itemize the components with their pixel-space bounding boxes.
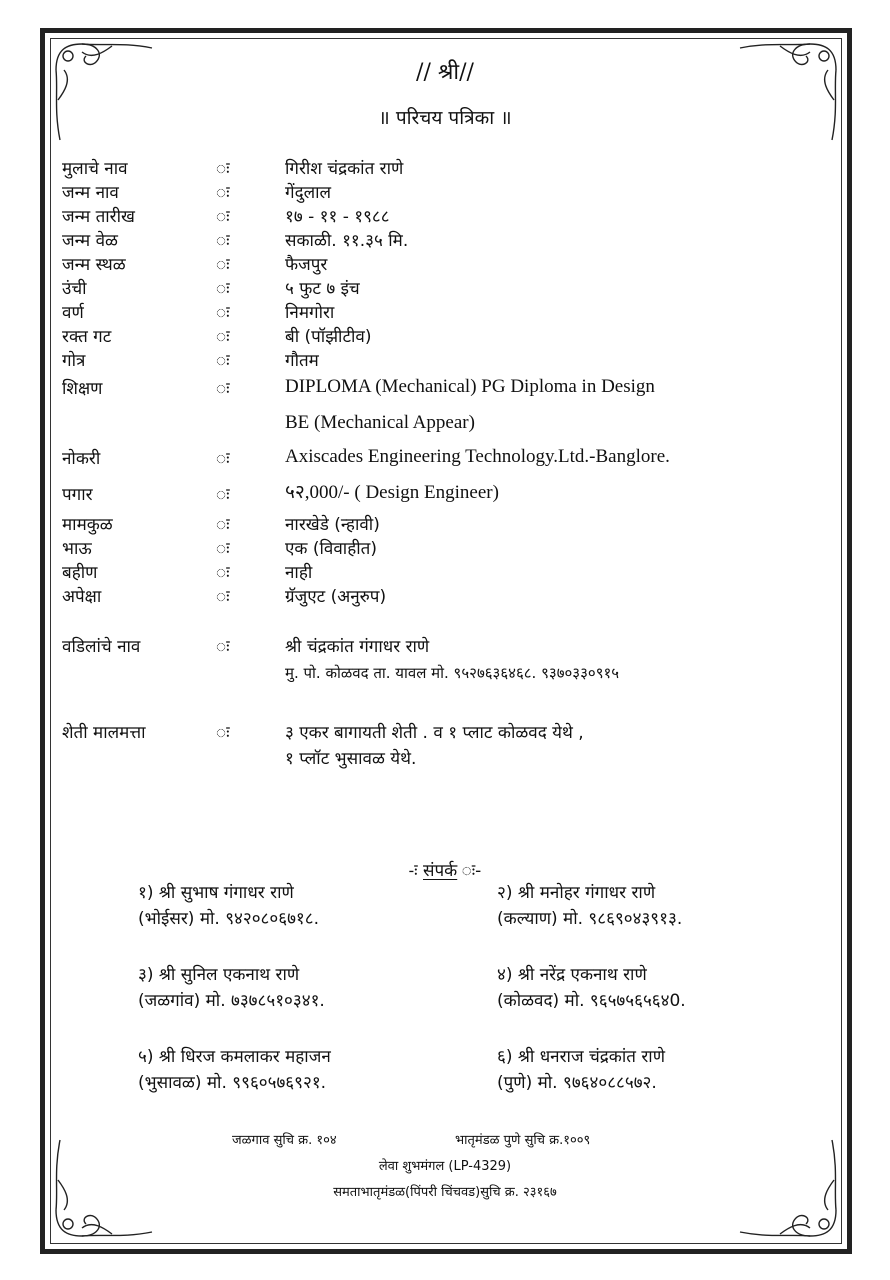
value-maternal-family: नारखेडे (न्हावी): [285, 515, 380, 535]
separator: ः: [216, 539, 230, 559]
separator: ः: [216, 637, 230, 657]
label-father-name: वडिलांचे नाव: [62, 637, 141, 657]
label-maternal-family: मामकुळ: [62, 515, 113, 535]
contacts-heading-prefix: -ः: [408, 861, 418, 881]
value-height: ५ फुट ७ इंच: [285, 279, 360, 299]
contact-2-name: २) श्री मनोहर गंगाधर राणे: [497, 883, 656, 903]
value-property-line1: ३ एकर बागायती शेती . व १ प्लाट कोळवद येथे ,: [285, 723, 584, 743]
value-birth-name: गेंदुलाल: [285, 183, 332, 203]
contact-1-name: १) श्री सुभाष गंगाधर राणे: [138, 883, 294, 903]
value-birth-place: फैजपुर: [285, 255, 328, 275]
separator: ः: [216, 563, 230, 583]
separator: ः: [216, 379, 230, 399]
label-birth-name: जन्म नाव: [62, 183, 119, 203]
separator: ः: [216, 587, 230, 607]
contacts-heading-suffix: ः-: [475, 861, 482, 881]
separator: ः: [216, 183, 230, 203]
separator: ः: [216, 351, 230, 371]
separator: ः: [216, 303, 230, 323]
value-job: Axiscades Engineering Technology.Ltd.-Banglore.: [285, 446, 670, 467]
label-birth-date: जन्म तारीख: [62, 207, 135, 227]
value-expectation: ग्रॅजुएट (अनुरुप): [285, 587, 387, 607]
footer-leva-shubhmangal: लेवा शुभमंगल (LP-4329): [378, 1159, 512, 1174]
contact-3-name: ३) श्री सुनिल एकनाथ राणे: [138, 965, 300, 985]
label-property: शेती मालमत्ता: [62, 723, 146, 743]
page-title: ॥ परिचय पत्रिका ॥: [378, 107, 512, 129]
value-sister: नाही: [285, 563, 313, 583]
value-gotra: गौतम: [285, 351, 319, 371]
separator: ः: [216, 515, 230, 535]
contact-5-name: ५) श्री धिरज कमलाकर महाजन: [138, 1047, 331, 1067]
separator: ः: [216, 723, 230, 743]
label-expectation: अपेक्षा: [62, 587, 102, 607]
value-father-address: मु. पो. कोळवद ता. यावल मो. ९५२७६३६४६८. ९३७०३३०९१५: [285, 664, 620, 682]
footer-samata-bhatrumandal: समताभातृमंडळ(पिंपरी चिंचवड)सुचि क्र. २३१६७: [333, 1185, 557, 1200]
separator: ः: [216, 207, 230, 227]
label-sister: बहीण: [62, 563, 98, 583]
contact-4-name: ४) श्री नरेंद्र एकनाथ राणे: [497, 965, 647, 985]
label-blood-group: रक्त गट: [62, 327, 112, 347]
value-brother: एक (विवाहीत): [285, 539, 377, 559]
label-height: उंची: [62, 279, 87, 299]
value-name: गिरीश चंद्रकांत राणे: [285, 159, 404, 179]
separator: ः: [216, 327, 230, 347]
label-name: मुलाचे नाव: [62, 159, 128, 179]
invocation: // श्री//: [416, 60, 474, 85]
label-gotra: गोत्र: [62, 351, 86, 371]
value-education-line2: BE (Mechanical Appear): [285, 412, 475, 433]
contact-6-name: ६) श्री धनराज चंद्रकांत राणे: [497, 1047, 666, 1067]
separator: ः: [216, 485, 230, 505]
separator: ः: [216, 231, 230, 251]
label-salary: पगार: [62, 485, 93, 505]
contacts-heading: [0, 858, 890, 881]
label-brother: भाऊ: [62, 539, 92, 559]
value-complexion: निमगोरा: [285, 303, 335, 323]
value-education: DIPLOMA (Mechanical) PG Diploma in Design: [285, 376, 655, 397]
label-complexion: वर्ण: [62, 303, 84, 323]
contact-6-detail: (पुणे) मो. ९७६४०८८५७२.: [497, 1073, 657, 1093]
contact-5-detail: (भुसावळ) मो. ९९६०५७६९२१.: [138, 1073, 327, 1093]
contact-2-detail: (कल्याण) मो. ९८६९०४३९१३.: [497, 909, 683, 929]
label-birth-place: जन्म स्थळ: [62, 255, 126, 275]
value-property-line2: १ प्लॉट भुसावळ येथे.: [285, 749, 417, 769]
separator: ः: [216, 159, 230, 179]
contact-3-detail: (जळगांव) मो. ७३७८५१०३४१.: [138, 991, 325, 1011]
separator: ः: [216, 255, 230, 275]
footer-registration-jalgaon: जळगाव सुचि क्र. १०४: [232, 1133, 337, 1148]
value-father-name: श्री चंद्रकांत गंगाधर राणे: [285, 637, 430, 657]
footer-registration-pune: भातृमंडळ पुणे सुचि क्र.१००९: [455, 1133, 591, 1148]
contacts-heading-text: संपर्क: [423, 861, 458, 881]
label-education: शिक्षण: [62, 379, 103, 399]
label-birth-time: जन्म वेळ: [62, 231, 118, 251]
value-salary: ५२,000/- ( Design Engineer): [285, 482, 499, 503]
contact-4-detail: (कोळवद) मो. ९६५७५६५६४0.: [497, 991, 686, 1011]
separator: ः: [216, 449, 230, 469]
separator: ः: [216, 279, 230, 299]
contact-1-detail: (भोईसर) मो. ९४२०८०६७१८.: [138, 909, 319, 929]
value-birth-date: १७ - ११ - १९८८: [285, 207, 390, 227]
label-job: नोकरी: [62, 449, 101, 469]
value-birth-time: सकाळी. ११.३५ मि.: [285, 231, 409, 251]
value-blood-group: बी (पॉझीटीव): [285, 327, 372, 347]
